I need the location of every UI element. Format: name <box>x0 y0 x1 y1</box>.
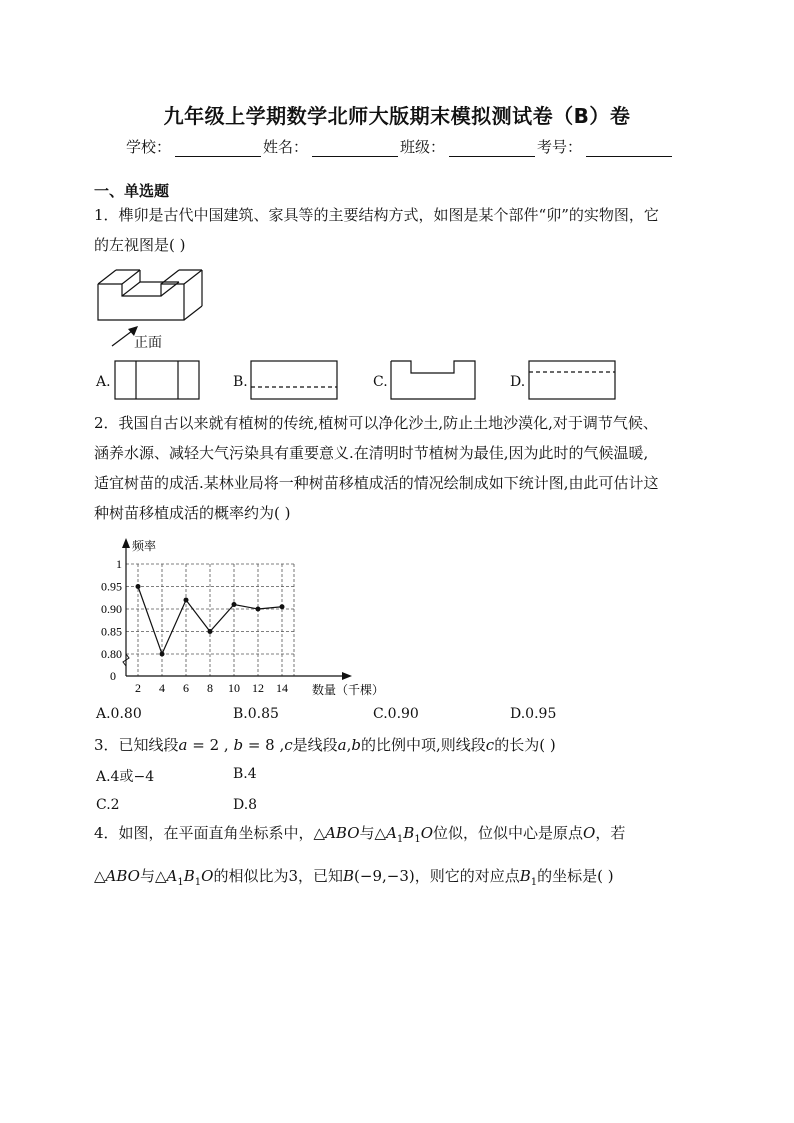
q2-option-d[interactable]: D.0.95 <box>510 706 557 722</box>
front-label: 正面 <box>134 335 162 351</box>
seedling-survival-chart <box>90 534 410 702</box>
q3-option-a[interactable]: A.4或−4 <box>96 769 155 785</box>
x-tick-label: 2 <box>135 681 141 695</box>
q4-line2 <box>94 861 700 898</box>
q4-l1-c: 位似，位似中心是原点 <box>433 824 584 842</box>
q1-option-d-figure[interactable] <box>527 360 619 402</box>
data-point <box>208 629 213 634</box>
student-info-row <box>126 136 674 157</box>
data-point <box>136 584 141 589</box>
y-axis-label: 频率 <box>132 539 157 553</box>
q4-sub1: 1 <box>396 834 404 845</box>
question-3-text <box>94 730 700 760</box>
x-tick-label: 6 <box>183 681 189 695</box>
name-blank[interactable] <box>312 140 398 157</box>
q1-line1: 1．榫卯是古代中国建筑、家具等的主要结构方式，如图是某个部件“卯”的实物图，它 <box>94 206 659 224</box>
origin-label: 0 <box>110 669 116 683</box>
q3-comma: , <box>346 736 352 754</box>
class-blank[interactable] <box>449 140 535 157</box>
q4-line1 <box>94 818 700 855</box>
q3-eq2: = 8 , <box>243 736 285 754</box>
y-tick-label: 0.80 <box>101 647 122 661</box>
q2-line2: 涵养水源、减轻大气污染具有重要意义.在清明时节植树为最佳,因为此时的气候温暖, <box>94 444 649 462</box>
q3-option-b[interactable]: B.4 <box>233 766 257 782</box>
q2-option-b[interactable]: B.0.85 <box>233 706 279 722</box>
q1-line2: 的左视图是( ) <box>94 236 186 254</box>
question-4-text <box>94 818 700 898</box>
q4-point-b1-sub: 1 <box>530 877 538 888</box>
y-tick-label: 1 <box>116 557 122 571</box>
y-tick-label: 0.85 <box>101 624 122 639</box>
q4-l2-a: 与 <box>139 867 155 885</box>
q4-l2-c: ，则它的对应点 <box>414 867 520 885</box>
q4-l1-b: 与 <box>359 824 375 842</box>
y-tick-label: 0.90 <box>101 602 122 616</box>
q2-option-a[interactable]: A.0.80 <box>96 706 142 722</box>
school-label: 学校： <box>126 138 172 156</box>
section-heading: 一、单选题 <box>94 182 170 200</box>
data-point <box>160 652 165 657</box>
q2-option-c[interactable]: C.0.90 <box>373 706 419 722</box>
x-tick-label: 4 <box>159 681 165 695</box>
q4-l2-b: 的相似比为3，已知 <box>213 867 343 885</box>
q4-l1-d: ，若 <box>595 824 626 842</box>
x-tick-label: 10 <box>228 681 240 695</box>
q4-triangle-a1: △A <box>374 824 397 842</box>
school-blank[interactable] <box>175 140 261 157</box>
name-label: 姓名： <box>263 138 309 156</box>
q3-var-a2: a <box>337 736 347 754</box>
x-axis-arrow-icon <box>342 672 352 680</box>
x-tick-label: 12 <box>252 681 264 695</box>
data-point <box>184 598 189 603</box>
data-point <box>232 602 237 607</box>
q3-option-c[interactable]: C.2 <box>96 797 120 813</box>
x-tick-label: 14 <box>276 681 288 695</box>
q1-option-d-label[interactable]: D. <box>510 374 526 390</box>
q3-var-c: c <box>284 736 293 754</box>
q3-mid2: 的比例中项,则线段 <box>361 736 486 754</box>
q4-sub2: 1 <box>414 834 421 845</box>
y-tick-label: 0.95 <box>101 579 122 594</box>
data-point <box>256 607 261 612</box>
q4-l1-a: 4．如图，在平面直角坐标系中， <box>94 824 314 842</box>
q2-line1: 2．我国自古以来就有植树的传统,植树可以净化沙土,防止土地沙漠化,对于调节气候、 <box>94 414 658 432</box>
q4-triangle-o: O <box>420 824 433 842</box>
q4-l2-sub2: 1 <box>194 877 202 888</box>
exam-no-blank[interactable] <box>586 140 672 157</box>
q4-l2-triangle-abo: △ABO <box>94 867 140 885</box>
x-axis-label: 数量（千棵） <box>312 683 385 697</box>
q4-triangle-abo: △ABO <box>313 824 360 842</box>
q4-point-b1: B <box>519 867 531 885</box>
q3-prefix: 3．已知线段 <box>94 736 179 754</box>
q1-option-b-figure[interactable] <box>249 360 339 402</box>
q4-point-b: B <box>343 867 355 885</box>
q4-coords: (−9,−3) <box>354 867 415 885</box>
q3-mid: 是线段 <box>292 736 338 754</box>
q4-l2-triangle-o: O <box>201 867 214 885</box>
q3-var-b2: b <box>351 736 362 754</box>
q4-l2-triangle-b1: B <box>183 867 195 885</box>
x-tick-label: 8 <box>207 681 213 695</box>
q3-var-a: a <box>178 736 188 754</box>
q4-l2-d: 的坐标是( ) <box>537 867 614 885</box>
data-point <box>280 604 285 609</box>
exam-no-label: 考号： <box>537 138 583 156</box>
question-2-text <box>94 408 700 528</box>
q1-option-a-figure[interactable] <box>113 360 203 402</box>
q4-triangle-b1: B <box>403 824 415 842</box>
q3-var-b: b <box>233 736 244 754</box>
q3-var-c2: c <box>485 736 495 754</box>
q1-option-a-label[interactable]: A. <box>96 374 111 390</box>
q3-eq1: = 2 , <box>187 736 234 754</box>
page-title: 九年级上学期数学北师大版期末模拟测试卷（B）卷 <box>163 104 631 128</box>
q4-l2-triangle-a1: △A <box>154 867 178 885</box>
q1-option-c-figure[interactable] <box>389 360 479 402</box>
y-axis-arrow-icon <box>122 538 130 548</box>
q3-option-d[interactable]: D.8 <box>233 797 258 813</box>
question-1-text <box>94 200 700 260</box>
q2-line4: 种树苗移植成活的概率约为( ) <box>94 504 291 522</box>
q4-origin-o: O <box>583 824 596 842</box>
q3-suffix: 的长为( ) <box>494 736 556 754</box>
class-label: 班级： <box>400 138 446 156</box>
q2-line3: 适宜树苗的成活.某林业局将一种树苗移植成活的情况绘制成如下统计图,由此可估计这 <box>94 474 659 492</box>
q1-option-b-label[interactable]: B. <box>233 374 248 390</box>
q1-option-c-label[interactable]: C. <box>373 374 388 390</box>
q4-l2-sub1: 1 <box>177 877 184 888</box>
